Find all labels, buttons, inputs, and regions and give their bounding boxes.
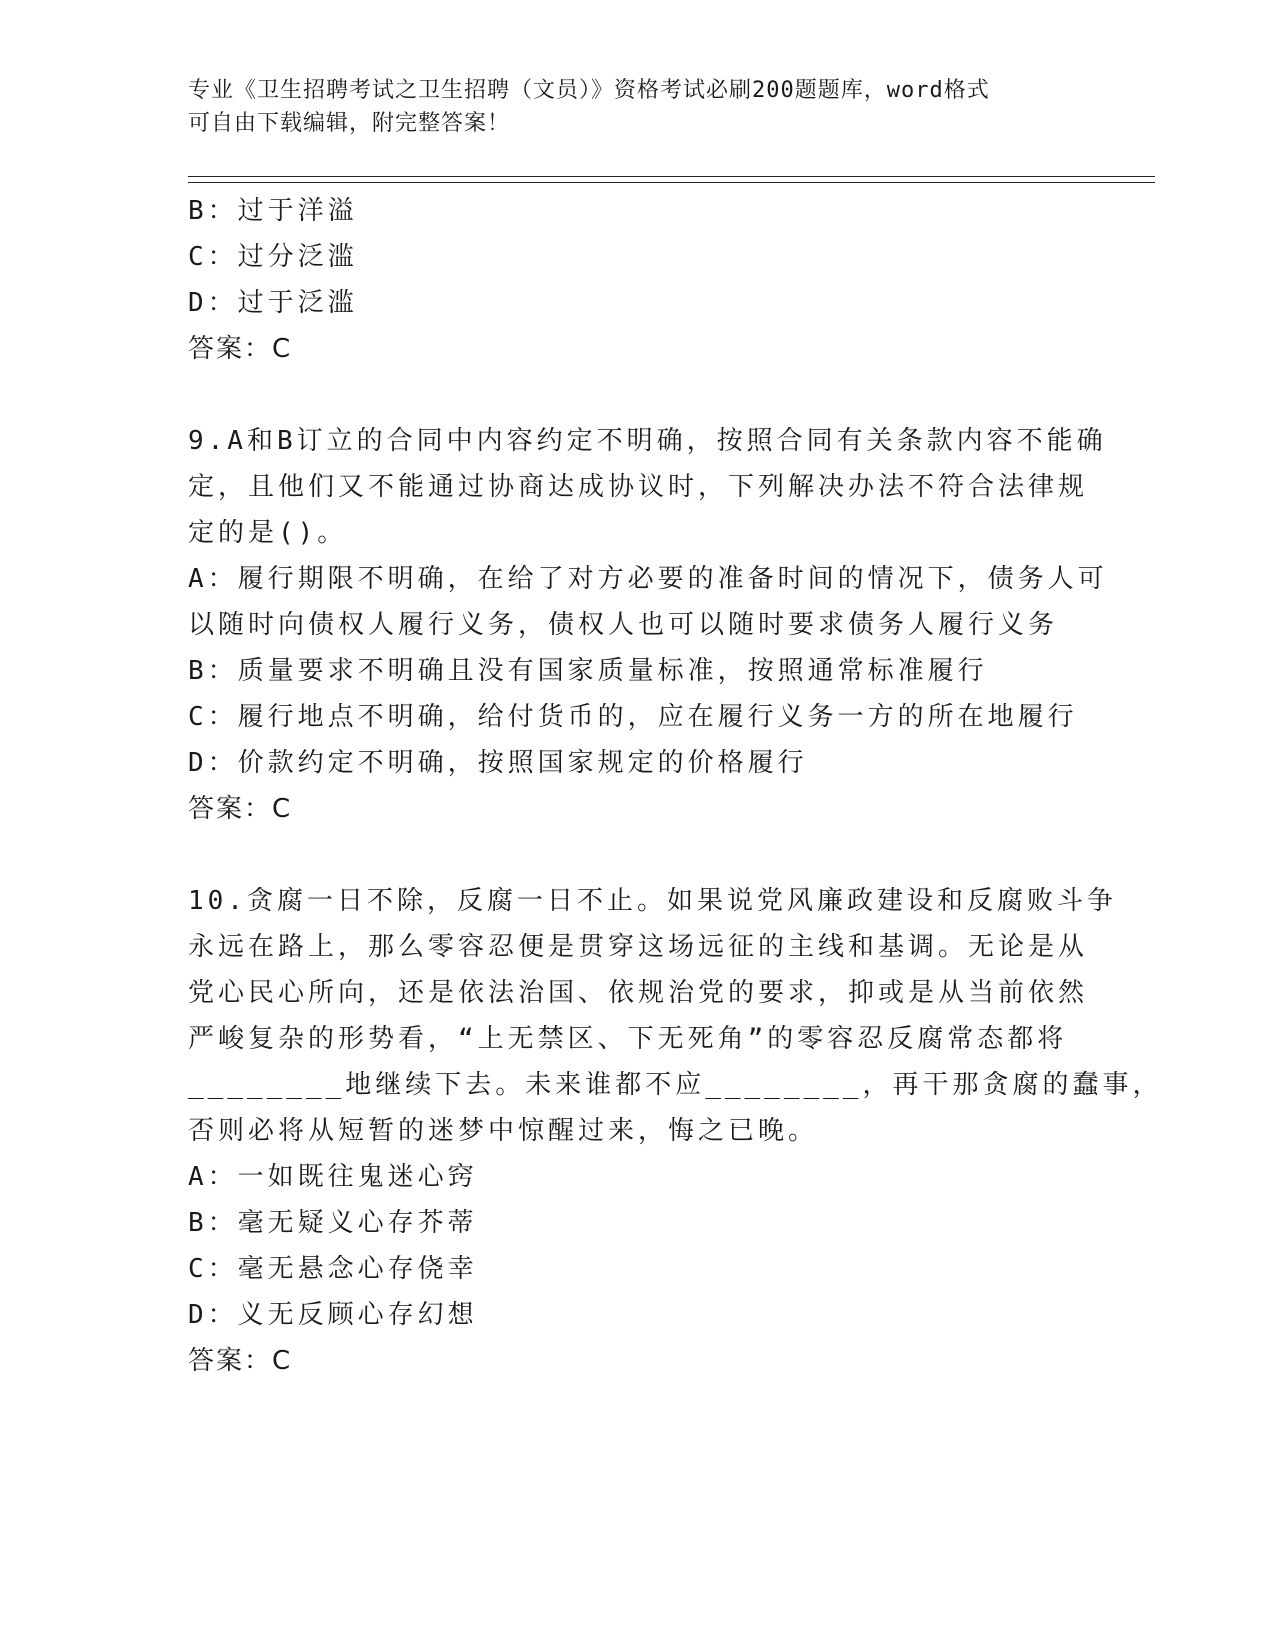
question-9 [188,418,1108,832]
q9-stem-line: 定的是()。 [188,518,348,548]
q8-option-c: C：过分泛滥 [188,242,358,272]
q10-answer: 答案：C [188,1346,293,1376]
spacer [188,372,1088,418]
spacer [188,832,1088,878]
q10-option-a: A：一如既往鬼迷心窍 [188,1162,478,1192]
q10-option-c: C：毫无悬念心存侥幸 [188,1254,478,1284]
q10-option-b: B：毫无疑义心存芥蒂 [188,1208,478,1238]
question-8 [188,188,1088,372]
q9-answer: 答案：C [188,794,293,824]
document-header [188,74,1088,140]
q10-stem-line: 永远在路上，那么零容忍便是贯穿这场远征的主线和基调。无论是从 [188,932,1089,962]
q9-stem-line: 9.A和B订立的合同中内容约定不明确，按照合同有关条款内容不能确 [188,426,1107,456]
q8-answer: 答案：C [188,334,293,364]
q10-stem-line: 否则必将从短暂的迷梦中惊醒过来，悔之已晚。 [188,1116,819,1146]
q10-stem-line: 10.贪腐一日不除，反腐一日不止。如果说党风廉政建设和反腐败斗争 [188,886,1117,916]
q10-option-d: D：义无反顾心存幻想 [188,1300,478,1330]
q9-option-b: B：质量要求不明确且没有国家质量标准，按照通常标准履行 [188,656,988,686]
q8-option-b: B：过于洋溢 [188,196,358,226]
q10-stem-line: 党心民心所向，还是依法治国、依规治党的要求，抑或是从当前依然 [188,978,1089,1008]
question-10 [188,878,1163,1384]
q9-option-c: C：履行地点不明确，给付货币的，应在履行义务一方的所在地履行 [188,702,1078,732]
header-divider-top [188,176,1155,177]
q9-option-a: A：履行期限不明确，在给了对方必要的准备时间的情况下，债务人可 [188,564,1108,594]
header-line-1: 专业《卫生招聘考试之卫生招聘（文员）》资格考试必刷200题题库，word格式 [188,78,990,103]
q9-stem-line: 定，且他们又不能通过协商达成协议时，下列解决办法不符合法律规 [188,472,1089,502]
q10-stem-line: ________地继续下去。未来谁都不应________，再干那贪腐的蠢事， [188,1070,1163,1100]
q9-option-d: D：价款约定不明确，按照国家规定的价格履行 [188,748,808,778]
q9-option-a-cont: 以随时向债权人履行义务，债权人也可以随时要求债务人履行义务 [188,610,1059,640]
header-line-2: 可自由下载编辑，附完整答案！ [188,111,511,136]
q8-option-d: D：过于泛滥 [188,288,358,318]
header-divider-bottom [188,182,1155,183]
q10-stem-line: 严峻复杂的形势看，“上无禁区、下无死角”的零容忍反腐常态都将 [188,1024,1068,1054]
question-content [188,188,1163,1384]
